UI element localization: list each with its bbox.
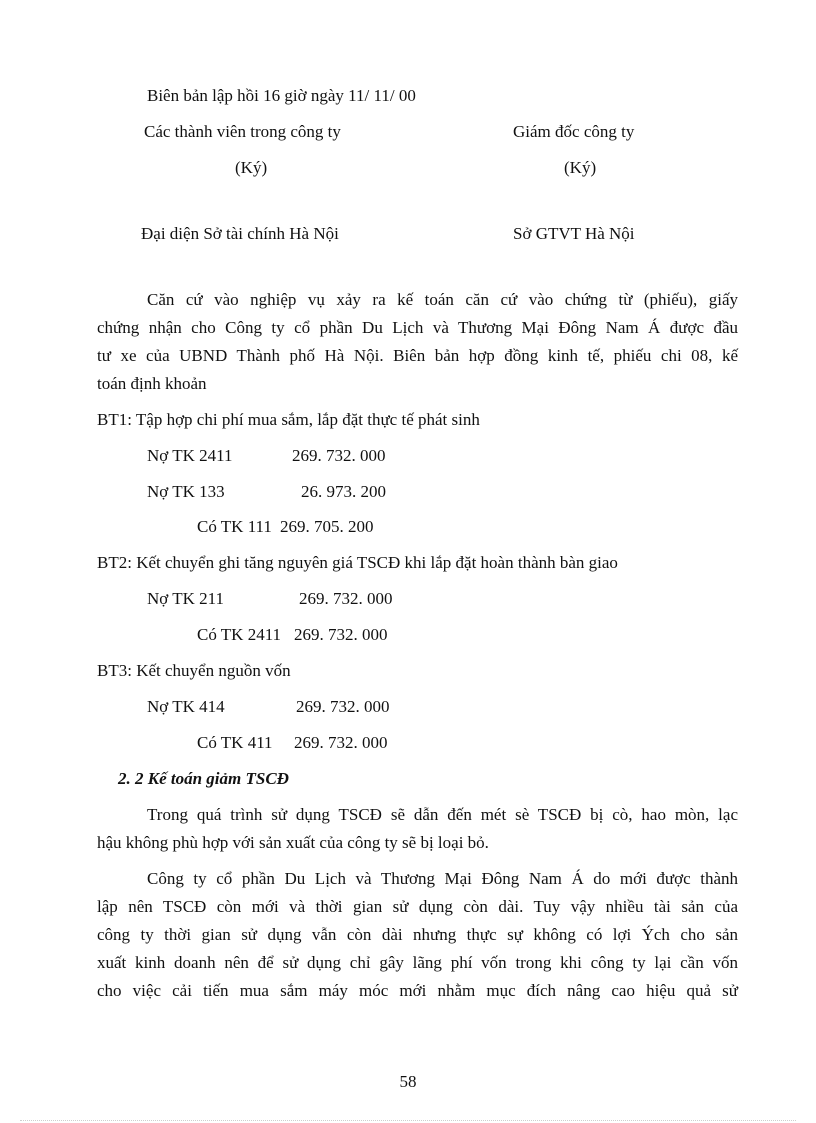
bt3-title: BT3: Kết chuyển nguồn vốn xyxy=(97,661,291,680)
intro-line-1: Căn cứ vào nghiệp vụ xảy ra kế toán căn cứ vào chứng từ (phiếu), giấy xyxy=(147,290,738,309)
section-para2-line-1: Công ty cổ phần Du Lịch và Thương Mại Đông Nam Á do mới được thành xyxy=(147,869,738,888)
bt1-entry-2-amount: 26. 973. 200 xyxy=(301,482,386,501)
bt2-entry-2-amount: 269. 732. 000 xyxy=(294,625,388,644)
bt3-entry-2-account: Có TK 411 xyxy=(197,733,273,752)
bt1-title: BT1: Tập hợp chi phí mua sắm, lắp đặt thực tế phát sinh xyxy=(97,410,480,429)
bt3-entry-1-amount: 269. 732. 000 xyxy=(296,697,390,716)
signature-right-rep: Sở GTVT Hà Nội xyxy=(513,224,635,243)
section-para2-line-3: công ty thời gian sử dụng vẫn còn dài nhưng thực sự không có lợi Ých cho sản xyxy=(97,925,738,944)
signature-left-rep: Đại diện Sở tài chính Hà Nội xyxy=(141,224,339,243)
signature-right-title: Giám đốc công ty xyxy=(513,122,635,141)
signature-right-sign: (Ký) xyxy=(564,158,597,177)
intro-line-3: tư xe của UBND Thành phố Hà Nội. Biên bản hợp đồng kinh tế, phiếu chi 08, kế xyxy=(97,346,738,365)
bt1-entry-2-account: Nợ TK 133 xyxy=(147,482,225,501)
bt1-entry-3-account: Có TK 111 xyxy=(197,517,272,536)
intro-line-4: toán định khoản xyxy=(97,374,207,393)
page-number: 58 xyxy=(399,1072,417,1091)
section-para2-line-4: xuất kinh doanh nên để sử dụng chỉ gây lãng phí vốn trong khi công ty lại cần vốn xyxy=(97,953,738,972)
bt3-entry-1-account: Nợ TK 414 xyxy=(147,697,225,716)
section-para1-line-1: Trong quá trình sử dụng TSCĐ sẽ dẫn đến mét sè TSCĐ bị cò, hao mòn, lạc xyxy=(147,805,738,824)
meeting-time: Biên bản lập hồi 16 giờ ngày 11/ 11/ 00 xyxy=(147,86,416,105)
footer-divider xyxy=(20,1120,796,1121)
bt1-entry-3-amount: 269. 705. 200 xyxy=(280,517,374,536)
bt2-title: BT2: Kết chuyển ghi tăng nguyên giá TSCĐ khi lắp đặt hoàn thành bàn giao xyxy=(97,553,618,572)
bt1-entry-1-amount: 269. 732. 000 xyxy=(292,446,386,465)
section-heading: 2. 2 Kế toán giảm TSCĐ xyxy=(118,769,289,788)
bt1-entry-1-account: Nợ TK 2411 xyxy=(147,446,233,465)
section-para2-line-2: lập nên TSCĐ còn mới và thời gian sử dụng còn dài. Tuy vậy nhiều tài sản của xyxy=(97,897,738,916)
bt2-entry-1-amount: 269. 732. 000 xyxy=(299,589,393,608)
signature-left-title: Các thành viên trong công ty xyxy=(144,122,341,141)
bt2-entry-1-account: Nợ TK 211 xyxy=(147,589,224,608)
section-para1-line-2: hậu không phù hợp với sản xuất của công ty sẽ bị loại bỏ. xyxy=(97,833,489,852)
signature-left-sign: (Ký) xyxy=(235,158,268,177)
intro-line-2: chứng nhận cho Công ty cổ phần Du Lịch và Thương Mại Đông Nam Á được đầu xyxy=(97,318,738,337)
bt3-entry-2-amount: 269. 732. 000 xyxy=(294,733,388,752)
section-para2-line-5: cho việc cải tiến mua sắm máy móc mới nhằm mục đích nâng cao hiệu quả sử xyxy=(97,981,738,1000)
bt2-entry-2-account: Có TK 2411 xyxy=(197,625,282,644)
